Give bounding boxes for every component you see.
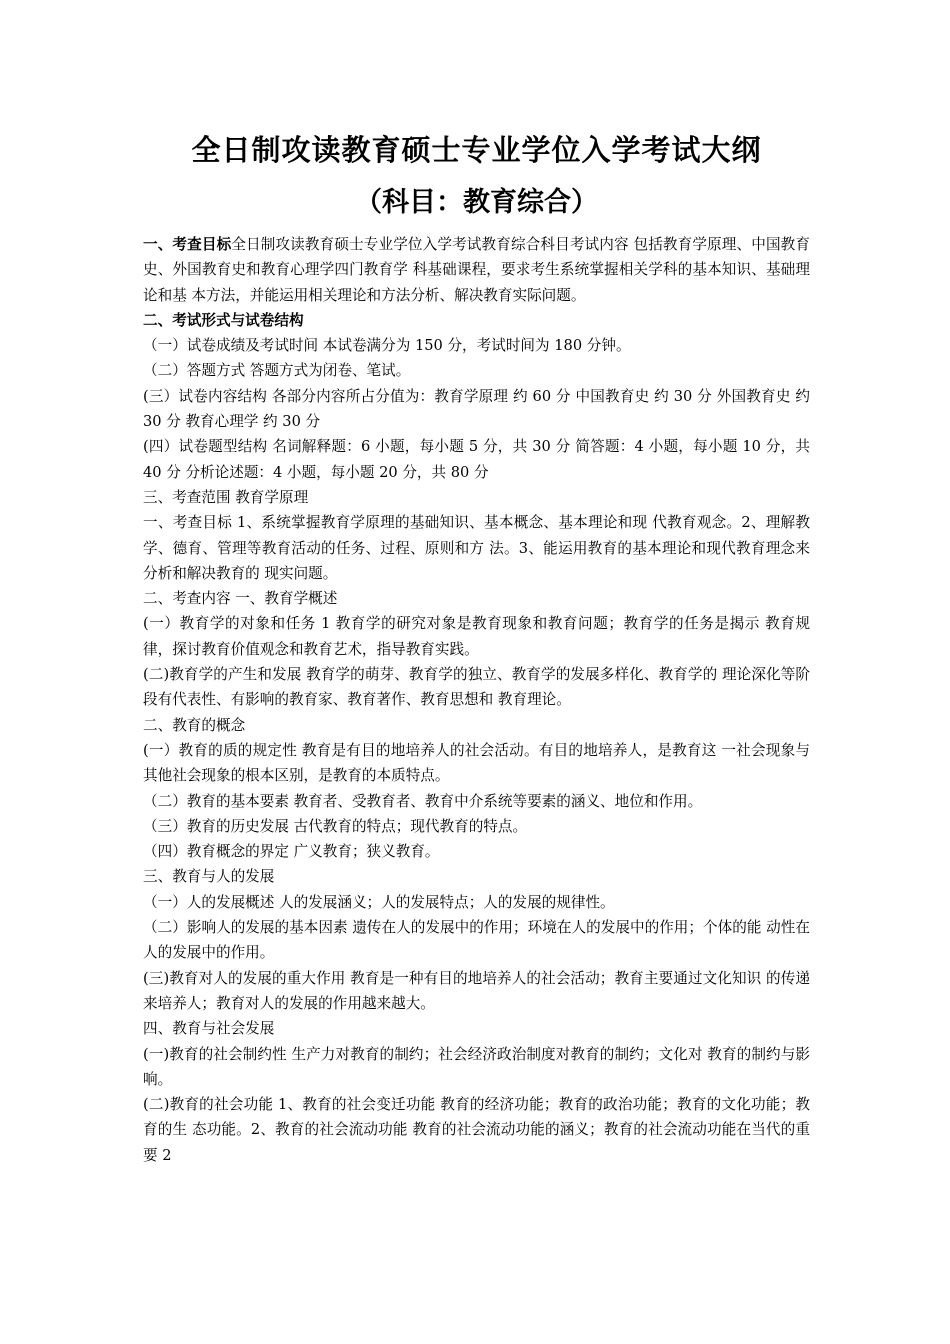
- paragraph: [143, 485, 810, 510]
- section-heading: 二、考试形式与试卷结构: [143, 311, 304, 329]
- section-heading: 一、考查目标: [143, 236, 232, 253]
- paragraph: [143, 839, 810, 864]
- document-subtitle: （科目：教育综合）: [355, 187, 598, 218]
- paragraph: [143, 611, 810, 662]
- paragraph: [143, 1042, 810, 1093]
- paragraph: [143, 789, 810, 814]
- paragraph: [143, 814, 810, 839]
- paragraph-text: (三)教育对人的发展的重大作用 教育是一种有目的地培养人的社会活动；教育主要通过文化知识 的传递来培养人；教育对人的发展的作用越来越大。: [143, 969, 810, 1012]
- paragraph: [143, 713, 810, 738]
- paragraph-text: （一）人的发展概述 人的发展涵义；人的发展特点；人的发展的规律性。: [143, 893, 615, 911]
- paragraph: [143, 333, 810, 358]
- paragraph-text: (一）教育学的对象和任务 1 教育学的研究对象是教育现象和教育问题；教育学的任务是揭示 教育规律，探讨教育价值观念和教育艺术，指导教育实践。: [143, 615, 810, 658]
- paragraph: [143, 232, 810, 308]
- paragraph-text: (二)教育学的产生和发展 教育学的萌芽、教育学的独立、教育学的发展多样化、教育学的 理论深化等阶段有代表性、有影响的教育家、教育著作、教育思想和 教育理论。: [143, 666, 810, 709]
- paragraph-text: (一)教育的社会制约性 生产力对教育的制约；社会经济政治制度对教育的制约；文化对 教育的制约与影响。: [143, 1045, 810, 1088]
- document-page: [143, 122, 810, 1168]
- paragraph-text: 二、考查内容 一、教育学概述: [143, 590, 338, 608]
- paragraph-text: (三）试卷内容结构 各部分内容所占分值为：教育学原理 约 60 分 中国教育史 约 30 分 外国教育史 约 30 分 教育心理学 约 30 分: [143, 387, 810, 431]
- paragraph-text: （二）教育的基本要素 教育者、受教育者、教育中介系统等要素的涵义、地位和作用。: [143, 792, 703, 810]
- paragraph-text: (一）教育的质的规定性 教育是有目的地培养人的社会活动。有目的地培养人，是教育这 一社会现象与其他社会现象的根本区别，是教育的本质特点。: [143, 741, 810, 785]
- paragraph-text: 全日制攻读教育硕士专业学位入学考试教育综合科目考试内容 包括教育学原理、中国教育史、外国教育史和教育心理学四门教育学 科基础课程，要求考生系统掌握相关学科的基本知识、基础理论和基 本方法，并能运用相关理论和方法分析、解决教育实际问题。: [143, 236, 810, 304]
- paragraph: [143, 308, 810, 333]
- paragraph: [143, 864, 810, 889]
- paragraph: [143, 384, 810, 435]
- paragraph-text: （一）试卷成绩及考试时间 本试卷满分为 150 分，考试时间为 180 分钟。: [143, 337, 631, 355]
- paragraph-text: 三、教育与人的发展: [143, 868, 275, 886]
- paragraph: [143, 738, 810, 789]
- paragraph: [143, 586, 810, 611]
- paragraph: [143, 434, 810, 485]
- paragraph-text: （二）影响人的发展的基本因素 遗传在人的发展中的作用；环境在人的发展中的作用；个体的能 动性在人的发展中的作用。: [143, 919, 810, 962]
- paragraph-text: 二、教育的概念: [143, 716, 246, 734]
- paragraph: [143, 1092, 810, 1168]
- document-title: 全日制攻读教育硕士专业学位入学考试大纲: [191, 133, 762, 167]
- document-body: [143, 232, 810, 1168]
- paragraph: [143, 358, 810, 383]
- paragraph-text: （二）答题方式 答题方式为闭卷、笔试。: [143, 362, 411, 380]
- paragraph-text: 三、考查范围 教育学原理: [143, 488, 309, 506]
- paragraph: [143, 915, 810, 966]
- paragraph-text: （四）教育概念的界定 广义教育；狭义教育。: [143, 843, 440, 861]
- paragraph-text: (四）试卷题型结构 名词解释题：6 小题，每小题 5 分，共 30 分 简答题：4 小题，每小题 10 分，共 40 分 分析论述题：4 小题，每小题 20 分，共 80 分: [143, 438, 810, 481]
- paragraph: [143, 662, 810, 713]
- paragraph: [143, 890, 810, 915]
- paragraph: [143, 510, 810, 586]
- paragraph-text: 四、教育与社会发展: [143, 1020, 275, 1038]
- paragraph: [143, 966, 810, 1017]
- paragraph: [143, 1016, 810, 1041]
- paragraph-text: (二)教育的社会功能 1、教育的社会变迁功能 教育的经济功能；教育的政治功能；教育的文化功能；教育的生 态功能。2、教育的社会流动功能 教育的社会流动功能的涵义；教育的社会流动功能在当代的重要 2: [143, 1096, 810, 1164]
- paragraph-text: 一、考查目标 1、系统掌握教育学原理的基础知识、基本概念、基本理论和现 代教育观念。2、理解教学、德育、管理等教育活动的任务、过程、原则和方 法。3、能运用教育的基本理论和现代教育理念来分析和解决教育的 现实问题。: [143, 514, 810, 582]
- paragraph-text: （三）教育的历史发展 古代教育的特点；现代教育的特点。: [143, 817, 528, 835]
